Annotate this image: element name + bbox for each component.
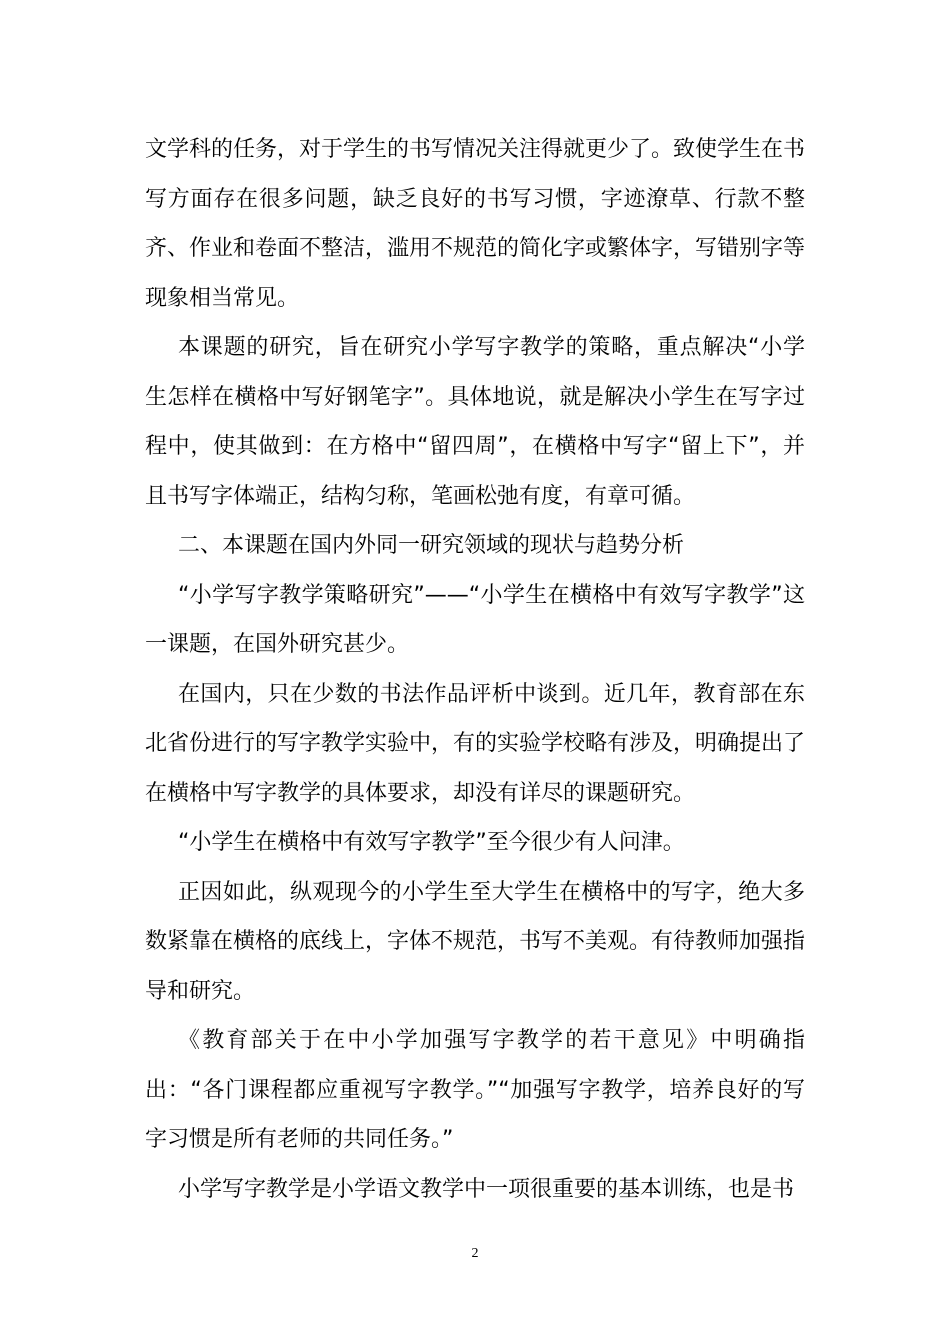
- page-number: 2: [471, 1246, 479, 1261]
- paragraph: 在国内，只在少数的书法作品评析中谈到。近几年，教育部在东北省份进行的写字教学实验中，有的实验学校略有涉及，明确提出了在横格中写字教学的具体要求，却没有详尽的课题研究。: [145, 681, 806, 806]
- paragraph: 《教育部关于在中小学加强写字教学的若干意见》中明确指出：“各门课程都应重视写字教学。”“加强写字教学，培养良好的写字习惯是所有老师的共同任务。”: [145, 1028, 805, 1152]
- paragraph: 文学科的任务，对于学生的书写情况关注得就更少了。致使学生在书写方面存在很多问题，缺乏良好的书写习惯，字迹潦草、行款不整齐、作业和卷面不整洁，滥用不规范的简化字或繁体字，写错别字等现象相当常见。: [145, 137, 806, 311]
- document-body: [145, 125, 805, 1214]
- paragraph: “小学写字教学策略研究”——“小学生在横格中有效写字教学”这一课题，在国外研究甚少。: [145, 582, 805, 657]
- section-heading: 二、本课题在国内外同一研究领域的现状与趋势分析: [178, 533, 685, 558]
- paragraph: 正因如此，纵观现今的小学生至大学生在横格中的写字，绝大多数紧靠在横格的底线上，字体不规范，书写不美观。有待教师加强指导和研究。: [145, 879, 806, 1004]
- paragraph: 本课题的研究，旨在研究小学写字教学的策略，重点解决“小学生怎样在横格中写好钢笔字”。具体地说，就是解决小学生在写字过程中，使其做到：在方格中“留四周”，在横格中写字“留上下”，并且书写字体端正，结构匀称，笔画松弛有度，有章可循。: [145, 335, 805, 509]
- paragraph: 小学写字教学是小学语文教学中一项很重要的基本训练，也是书: [178, 1176, 795, 1202]
- paragraph: “小学生在横格中有效写字教学”至今很少有人问津。: [178, 830, 685, 855]
